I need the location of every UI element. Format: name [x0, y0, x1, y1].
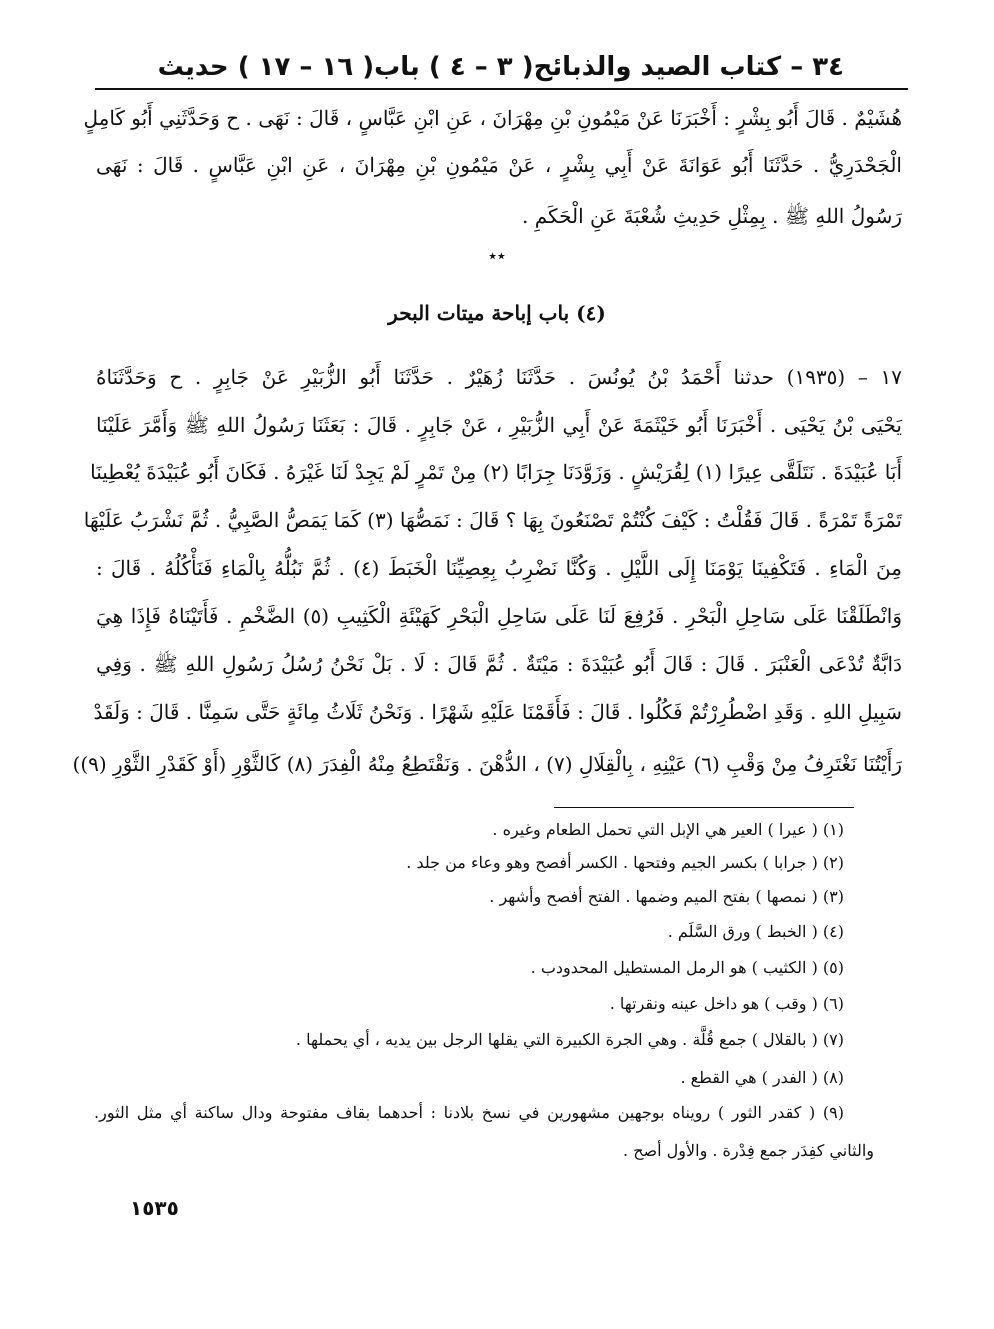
text-line: أَبَا عُبَيْدَةَ . نَتَلَقَّى عِيرًا (١) لِقُرَيْشٍ . وَزَوَّدَنَا جِرَابًا (٢) مِنْ تَمْرٍ لَمْ يَجِدْ لَنَا غَيْرَهُ . فَكَانَ أَبُو عُبَيْدَةَ يُعْطِينَا	[90, 460, 902, 484]
footnote: (١) ( عيرا ) العير هي الإبل التي تحمل الطعام وغيره .	[492, 820, 844, 839]
text-line: سَبِيلِ اللهِ . وَقَدِ اضْطُرِرْتُمْ فَكُلُوا . قَالَ : فَأَقَمْنَا عَلَيْهِ شَهْرًا . وَنَحْنُ ثَلَاثُ مِائَةٍ حَتَّى سَمِنَّا . قَالَ : وَلَقَدْ	[93, 700, 902, 724]
footnote: (٥) ( الكثيب ) هو الرمل المستطيل المحدودب .	[530, 958, 844, 977]
page-number: ١٥٣٥	[130, 1196, 179, 1220]
section-title: (٤) باب إباحة ميتات البحر	[388, 301, 606, 325]
footnote: (٨) ( الفدر ) هي القطع .	[680, 1068, 844, 1087]
separator-stars: ٭٭	[488, 246, 506, 265]
text-line: رَسُولُ اللهِ ﷺ . بِمِثْلِ حَدِيثِ شُعْبَةَ عَنِ الْحَكَمِ .	[522, 204, 902, 228]
header-chapter: ( ٣ – ٤ ) باب	[374, 52, 534, 82]
footnote: (٩) ( كقدر الثور ) رويناه بوجهين مشهورين في نسخ بلادنا : أحدهما بقاف مفتوحة ودال ساكنة أي مثل الثور.	[94, 1103, 844, 1122]
text-line: هُشَيْمٌ . قَالَ أَبُو بِشْرٍ : أَخْبَرَنَا عَنْ مَيْمُونِ بْنِ مِهْرَانَ ، عَنِ ابْنِ عَبَّاسٍ ، قَالَ : نَهَى . ح وَحَدَّثَنِي أَبُو كَامِلٍ	[83, 106, 902, 130]
header-rule	[95, 88, 908, 90]
footnote: (٣) ( نمصها ) بفتح الميم وضمها . الفتح أفصح وأشهر .	[489, 887, 844, 906]
footnote: (٦) ( وقب ) هو داخل عينه ونقرتها .	[609, 994, 844, 1013]
text-line: وَانْطَلَقْنَا عَلَى سَاحِلِ الْبَحْرِ . فَرُفِعَ لَنَا عَلَى سَاحِلِ الْبَحْرِ كَهَيْئَةِ الْكَثِيبِ (٥) الضَّخْمِ . فَأَتَيْنَاهُ فَإِذَا هِيَ	[96, 604, 902, 628]
text-line: دَابَّةٌ تُدْعَى الْعَنْبَرَ . قَالَ : قَالَ أَبُو عُبَيْدَةَ : مَيْتَةٌ . ثُمَّ قَالَ : لَا . بَلْ نَحْنُ رُسُلُ رَسُولِ اللهِ ﷺ . وَفِي	[96, 652, 902, 676]
header-chapter-reference	[374, 52, 533, 82]
footnote: (٢) ( جرابا ) بكسر الجيم وفتحها . الكسر أفصح وهو وعاء من جلد .	[406, 853, 844, 872]
footnote-rule	[554, 807, 854, 808]
footnote: (٧) ( بالقلال ) جمع قُلَّة . وهي الجرة الكبيرة التي يقلها الرجل بين يديه ، أي يحملها .	[295, 1030, 844, 1049]
header-page-ref: ٣٤ – كتاب الصيد والذبائح	[533, 52, 844, 82]
footnote-continuation: والثاني كفِدَر جمع فِدْرة . والأول أصح .	[623, 1141, 874, 1160]
text-line: يَحْيَى بْنُ يَحْيَى . أَخْبَرَنَا أَبُو خَيْثَمَةَ عَنْ أَبِي الزُّبَيْرِ ، عَنْ جَابِرٍ . قَالَ : بَعَثَنَا رَسُولُ اللهِ ﷺ وَأَمَّرَ عَلَيْنَا	[96, 413, 903, 437]
text-line: مِنَ الْمَاءِ . فَتَكْفِينَا يَوْمَنَا إِلَى اللَّيْلِ . وَكُنَّا نَضْرِبُ بِعِصِيِّنَا الْخَبَطَ (٤) . ثُمَّ نَبُلُّهُ بِالْمَاءِ فَنَأْكُلُهُ . قَالَ :	[96, 556, 902, 580]
text-line: تَمْرَةً تَمْرَةً . قَالَ فَقُلْتُ : كَيْفَ كُنْتُمْ تَصْنَعُونَ بِهَا ؟ قَالَ : نَمَصُّهَا (٣) كَمَا يَمَصُّ الصَّبِيُّ . ثُمَّ نَشْرَبُ عَلَيْهَا	[83, 508, 902, 532]
header-hadith-reference	[158, 52, 375, 82]
header-page-reference	[534, 52, 844, 82]
text-line: رَأَيْتُنَا نَغْتَرِفُ مِنْ وَقْبِ (٦) عَيْنِهِ ، بِالْقِلَالِ (٧) ، الدُّهْنَ . وَنَقْتَطِعُ مِنْهُ الْفِدَرَ (٨) كَالثَّوْرِ (أَوْ كَقَدْرِ الثَّوْرِ (٩))	[72, 752, 902, 776]
text-line: الْجَحْدَرِيُّ . حَدَّثَنَا أَبُو عَوَانَةَ عَنْ أَبِي بِشْرٍ ، عَنْ مَيْمُونِ بْنِ مِهْرَانَ ، عَنِ ابْنِ عَبَّاسٍ . قَالَ : نَهَى	[96, 153, 902, 177]
running-header	[157, 46, 844, 88]
text-line: ١٧ – (١٩٣٥) حدثنا أَحْمَدُ بْنُ يُونُسَ . حَدَّثَنَا زُهَيْرٌ . حَدَّثَنَا أَبُو الزُّبَيْرِ عَنْ جَابِرٍ . ح وَحَدَّثَنَاهُ	[96, 365, 902, 389]
footnote: (٤) ( الخبط ) ورق السَّلَم .	[667, 922, 844, 941]
header-hadith: ( ١٦ – ١٧ ) حديث	[157, 52, 375, 82]
